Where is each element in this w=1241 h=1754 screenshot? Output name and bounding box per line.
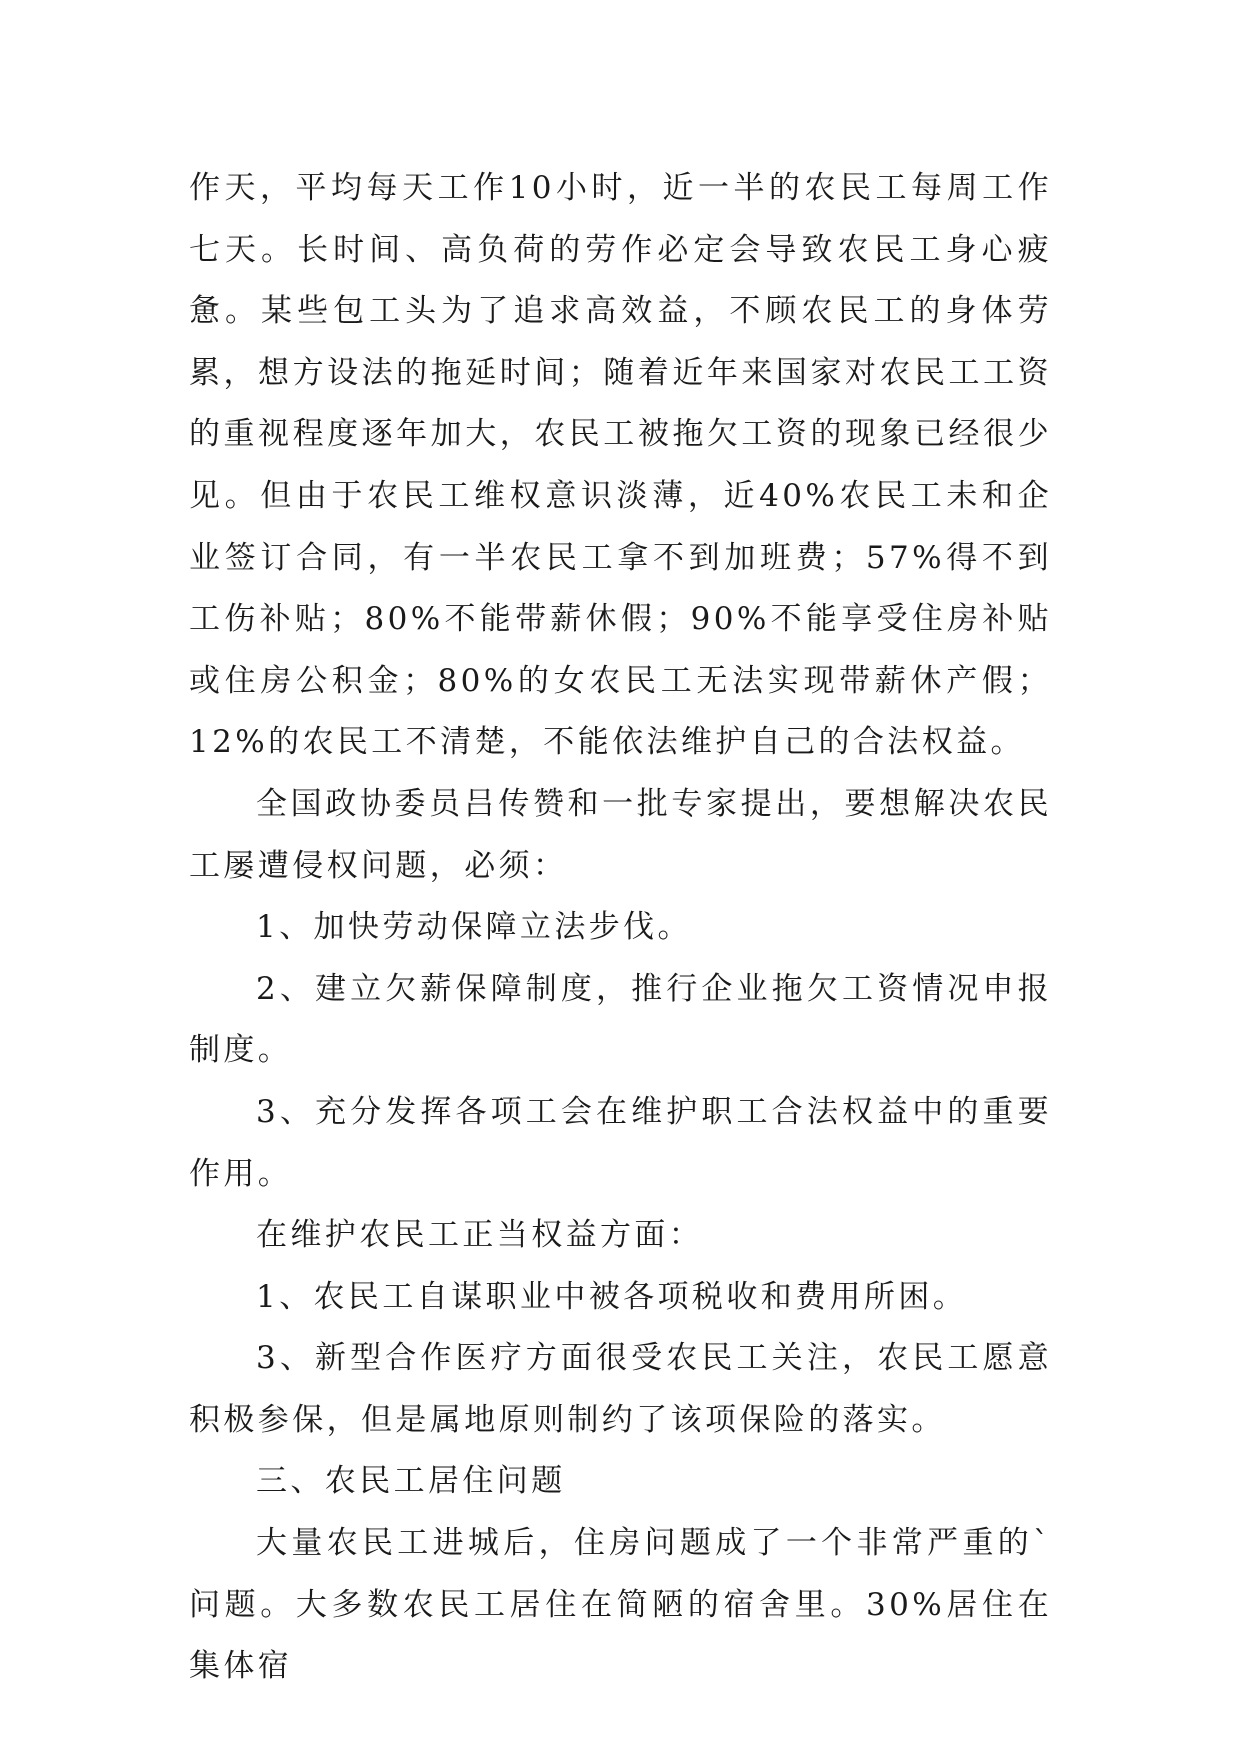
list-item-trade-union: 3、充分发挥各项工会在维护职工合法权益中的重要作用。 [189,1093,1052,1192]
paragraph-expert-proposal: 全国政协委员吕传赞和一批专家提出，要想解决农民工屡遭侵权问题，必须： [189,785,1052,884]
list-item-medical-cooperation: 3、新型合作医疗方面很受农民工关注，农民工愿意积极参保，但是属地原则制约了该项保险的落实。 [189,1340,1052,1438]
paragraph-rights-intro: 在维护农民工正当权益方面： [256,1217,704,1254]
list-item-taxes-fees: 1、农民工自谋职业中被各项税收和费用所困。 [256,1278,968,1315]
paragraph-continued: 作天，平均每天工作10小时，近一半的农民工每周工作七天。长时间、高负荷的劳作必定会导致农民工身心疲惫。某些包工头为了追求高效益，不顾农民工的身体劳累，想方设法的拖延时间；随着近年来国家对农民工工资的重视程度逐年加大，农民工被拖欠工资的现象已经很少见。但由于农民工维权意识淡薄，近40%农民工未和企业签订合同，有一半农民工拿不到加班费；57%得不到工伤补贴；80%不能带薪休假；90%不能享受住房补贴或住房公积金；80%的女农民工无法实现带薪休产假；12%的农民工不清楚，不能依法维护自己的合法权益。 [189,170,1052,761]
paragraph-housing: 大量农民工进城后，住房问题成了一个非常严重的`问题。大多数农民工居住在简陋的宿舍里。30%居住在集体宿 [189,1525,1052,1685]
document-body [189,158,1052,1698]
list-item-wage-guarantee: 2、建立欠薪保障制度，推行企业拖欠工资情况申报制度。 [189,970,1052,1069]
section-heading-housing: 三、农民工居住问题 [256,1463,566,1500]
list-item-legislation: 1、加快劳动保障立法步伐。 [256,909,692,946]
